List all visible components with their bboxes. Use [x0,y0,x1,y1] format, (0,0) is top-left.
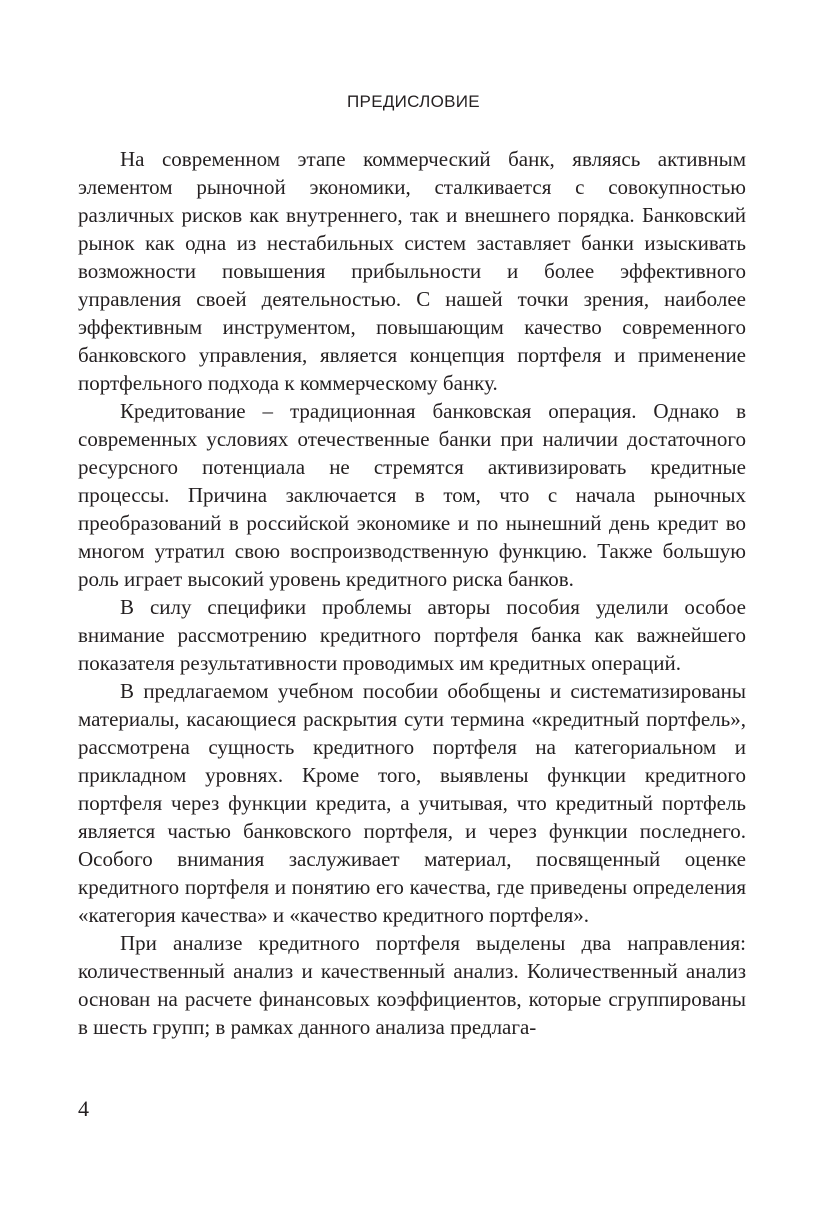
paragraph: На современном этапе коммерческий банк, являясь активным элементом рыночной экономики, сталкивается с совокупностью различных рисков как внутреннего, так и внешнего порядка. Банковский рынок как одна из нестабильных систем заставляет банки изыскивать возможности повышения прибыльности и более эффективного управления своей деятельностью. С нашей точки зрения, наиболее эффективным инструментом, повышающим качество современного банковского управления, является концепция портфеля и применение портфельного подхода к коммерческому банку. [78,147,746,395]
body-text [78,145,746,1041]
page-number: 4 [78,1096,89,1121]
paragraph: Кредитование – традиционная банковская операция. Однако в современных условиях отечественные банки при наличии достаточного ресурсного потенциала не стремятся активизировать кредитные процессы. Причина заключается в том, что с начала рыночных преобразований в российской экономике и по нынешний день кредит во многом утратил свою воспроизводственную функцию. Также большую роль играет высокий уровень кредитного риска банков. [78,399,746,591]
paragraph: В предлагаемом учебном пособии обобщены и систематизированы материалы, касающиеся раскрытия сути термина «кредитный портфель», рассмотрена сущность кредитного портфеля на категориальном и прикладном уровнях. Кроме того, выявлены функции кредитного портфеля через функции кредита, а учитывая, что кредитный портфель является частью банковского портфеля, и через функции последнего. Особого внимания заслуживает материал, посвященный оценке кредитного портфеля и понятию его качества, где приведены определения «категория качества» и «качество кредитного портфеля». [78,679,746,927]
paragraph: При анализе кредитного портфеля выделены два направления: количественный анализ и качественный анализ. Количественный анализ основан на расчете финансовых коэффициентов, которые сгруппированы в шесть групп; в рамках данного анализа предлага- [78,931,746,1039]
paragraph: В силу специфики проблемы авторы пособия уделили особое внимание рассмотрению кредитного портфеля банка как важнейшего показателя результативности проводимых им кредитных операций. [78,595,746,675]
page-heading: ПРЕДИСЛОВИЕ [347,92,480,111]
